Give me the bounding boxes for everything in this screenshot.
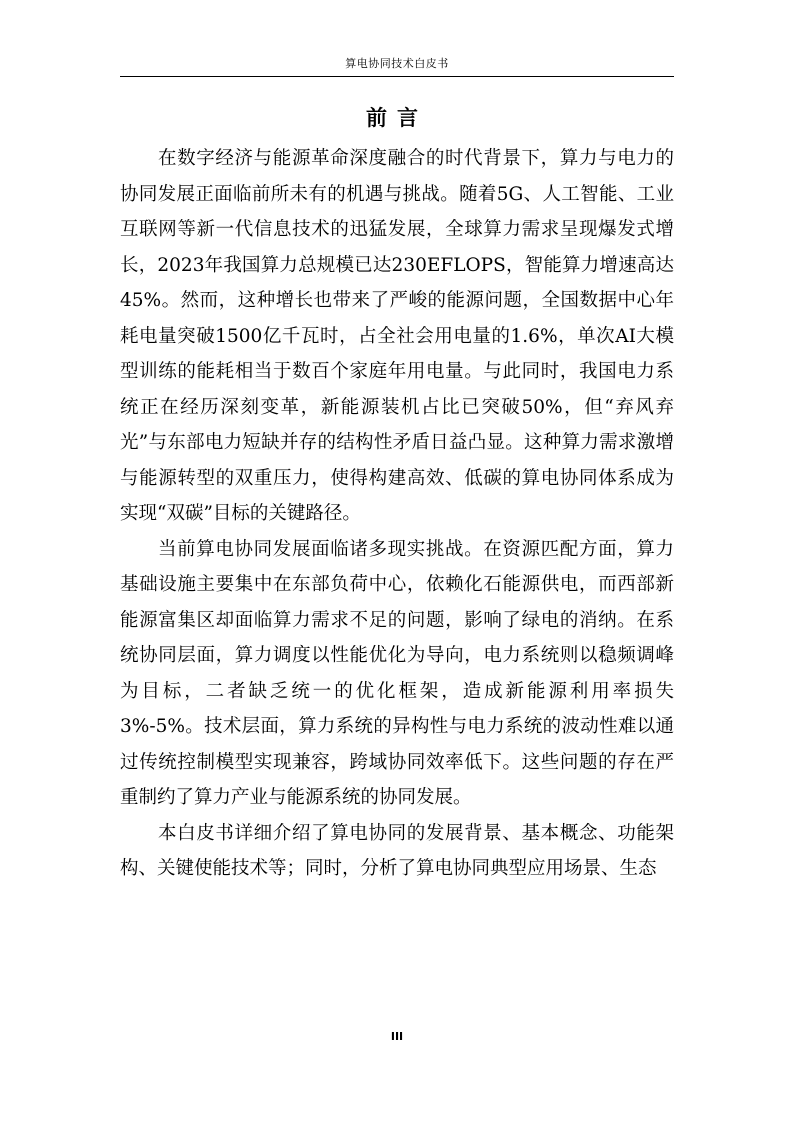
body-text [120,141,674,887]
running-header: 算电协同技术白皮书 [345,57,449,70]
section-title: 前言 [366,106,428,130]
paragraph-1: 在数字经济与能源革命深度融合的时代背景下，算力与电力的协同发展正面临前所未有的机遇与挑战。随着5G、人工智能、工业互联网等新一代信息技术的迅猛发展，全球算力需求呈现爆发式增长，2023年我国算力总规模已达230EFLOPS，智能算力增速高达45%。然而，这种增长也带来了严峻的能源问题，全国数据中心年耗电量突破1500亿千瓦时，占全社会用电量的1.6%，单次AI大模型训练的能耗相当于数百个家庭年用电量。与此同时，我国电力系统正在经历深刻变革，新能源装机占比已突破50%，但“弃风弃光”与东部电力短缺并存的结构性矛盾日益凸显。这种算力需求激增与能源转型的双重压力，使得构建高效、低碳的算电协同体系成为实现“双碳”目标的关键路径。 [120,148,674,524]
header-divider [120,76,674,77]
page-number: III [390,1030,404,1043]
paragraph-3: 本白皮书详细介绍了算电协同的发展背景、基本概念、功能架构、关键使能技术等；同时，分析了算电协同典型应用场景、生态 [120,822,674,879]
paragraph-2: 当前算电协同发展面临诸多现实挑战。在资源匹配方面，算力基础设施主要集中在东部负荷中心，依赖化石能源供电，而西部新能源富集区却面临算力需求不足的问题，影响了绿电的消纳。在系统协同层面，算力调度以性能优化为导向，电力系统则以稳频调峰为目标，二者缺乏统一的优化框架，造成新能源利用率损失3%-5%。技术层面，算力系统的异构性与电力系统的波动性难以通过传统控制模型实现兼容，跨域协同效率低下。这些问题的存在严重制约了算力产业与能源系统的协同发展。 [120,538,674,808]
